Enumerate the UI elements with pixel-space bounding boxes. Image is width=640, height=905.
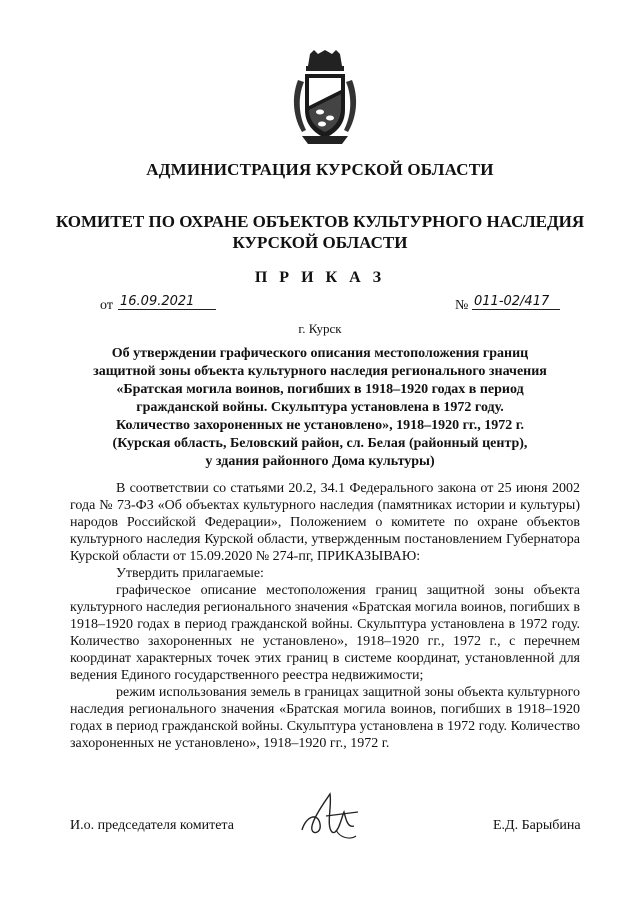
number-label: № xyxy=(455,298,469,313)
document-type: П Р И К А З xyxy=(254,269,386,286)
committee-title-line1: КОМИТЕТ ПО ОХРАНЕ ОБЪЕКТОВ КУЛЬТУРНОГО НАСЛЕДИЯ xyxy=(55,212,585,231)
date-label: от xyxy=(100,298,113,313)
body-paragraph-graphic-description: графическое описание местоположения границ защитной зоны объекта культурного наследия регионального значения «Братская могила воинов, погибших в 1918–1920 годах в период гражданской войны. Скульптура установлена в 1972 году. Количество захороненных не установлено», 1918–1920 гг., 1972 г., с перечнем координат характерных точек этих границ в системе координат, установленной для ведения Единого государственного реестра недвижимости; xyxy=(70,583,580,683)
body-paragraph-approve: Утвердить прилагаемые: xyxy=(116,566,264,581)
committee-title xyxy=(0,211,640,253)
committee-title-line2: КУРСКОЙ ОБЛАСТИ xyxy=(232,233,408,252)
subject-line: защитной зоны объекта культурного наследия регионального значения xyxy=(93,364,547,379)
subject-line: «Братская могила воинов, погибших в 1918–1920 годах в период xyxy=(116,382,524,397)
subject-line: Об утверждении графического описания местоположения границ xyxy=(111,346,529,361)
administration-title: АДМИНИСТРАЦИЯ КУРСКОЙ ОБЛАСТИ xyxy=(146,160,494,179)
signatory-position: И.о. председателя комитета xyxy=(70,818,234,833)
subject-line: гражданской войны. Скульптура установлена в 1972 году. xyxy=(136,400,504,415)
date-handwritten: 16.09.2021 xyxy=(118,294,216,310)
city-label: г. Курск xyxy=(298,321,342,336)
order-subject xyxy=(90,345,550,471)
body-paragraph-land-use-regime: режим использования земель в границах защитной зоны объекта культурного наследия регионального значения «Братская могила воинов, погибших в 1918–1920 годах в период гражданской войны. Скульптура установлена в 1972 году. Количество захороненных не установлено», 1918–1920 гг., 1972 г. xyxy=(70,685,580,751)
number-handwritten: 011-02/417 xyxy=(472,294,560,310)
order-body xyxy=(70,480,580,752)
coat-of-arms-emblem xyxy=(292,50,358,148)
subject-line: у здания районного Дома культуры) xyxy=(205,454,435,469)
subject-line: (Курская область, Беловский район, сл. Белая (районный центр), xyxy=(112,436,528,451)
handwritten-signature xyxy=(296,786,376,848)
subject-line: Количество захороненных не установлено», 1918–1920 гг., 1972 г. xyxy=(115,418,524,433)
body-paragraph-preamble: В соответствии со статьями 20.2, 34.1 Федерального закона от 25 июня 2002 года № 73-ФЗ «Об объектах культурного наследия (памятниках истории и культуры) народов Российской Федерации», Положением о комитете по охране объектов культурного наследия Курской области, утвержденным постановлением Губернатора Курской области от 15.09.2020 № 274-пг, ПРИКАЗЫВАЮ: xyxy=(70,481,580,564)
signatory-name: Е.Д. Барыбина xyxy=(493,818,581,833)
